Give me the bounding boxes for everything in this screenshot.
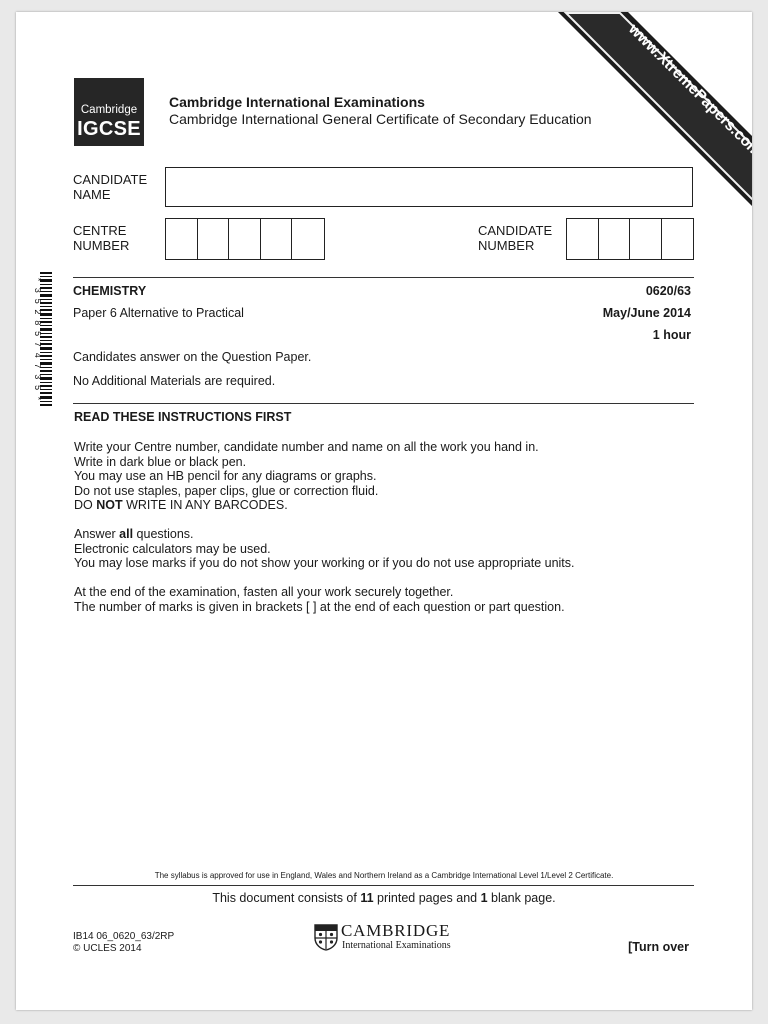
copyright: © UCLES 2014 [73,942,142,954]
candidate-number-cell[interactable] [662,219,693,259]
instruction-line: DO NOT WRITE IN ANY BARCODES. [74,498,288,513]
instruction-line: Write your Centre number, candidate number and name on all the work you hand in. [74,440,539,454]
logo-line-2: IGCSE [77,118,141,140]
instructions-paragraph-1 [74,440,539,513]
centre-number-cell[interactable] [166,219,198,259]
turn-over-note: [Turn over [628,940,689,954]
document-reference [73,931,174,954]
board-title: Cambridge International Examinations [169,94,425,110]
instruction-line: You may lose marks if you do not show your working or if you do not use appropriate units. [74,556,575,571]
candidate-name-label: CANDIDATE NAME [73,172,148,202]
instruction-line: At the end of the examination, fasten all your work securely together. [74,585,454,599]
instruction-line: Do not use staples, paper clips, glue or correction fluid. [74,483,379,498]
candidate-number-cell[interactable] [630,219,662,259]
exam-duration: 1 hour [652,328,691,342]
candidate-number-field[interactable] [566,218,694,260]
exam-session: May/June 2014 [602,306,691,320]
instruction-line: Answer all questions. [74,527,194,541]
instruction-line: Electronic calculators may be used. [74,541,271,556]
barcode [26,272,52,408]
exam-cover-page [16,12,765,1010]
igcse-logo [74,78,144,146]
centre-number-cell[interactable] [198,219,230,259]
centre-number-label: CENTRE NUMBER [73,223,130,253]
paper-title: Paper 6 Alternative to Practical [73,306,244,320]
instruction-line: Write in dark blue or black pen. [74,454,247,469]
candidate-number-cell[interactable] [599,219,631,259]
candidate-name-field[interactable] [165,167,693,207]
centre-number-field[interactable] [165,218,325,260]
reference-code: IB14 06_0620_63/2RP [73,931,175,942]
logo-line-1: Cambridge [80,104,138,116]
instruction-line: You may use an HB pencil for any diagrams or graphs. [74,469,377,484]
divider [73,885,694,886]
candidate-number-label: CANDIDATE NUMBER [478,223,553,253]
ribbon-text: www.XtremePapers.com [625,20,765,161]
instructions-paragraph-2 [74,527,575,571]
cambridge-wordmark: CAMBRIDGE [341,921,451,940]
answer-note: Candidates answer on the Question Paper. [73,350,312,364]
paper-code: 0620/63 [645,284,691,298]
instructions-heading: READ THESE INSTRUCTIONS FIRST [74,410,292,424]
instruction-line: The number of marks is given in brackets [ ] at the end of each question or part question. [74,599,565,614]
syllabus-note: The syllabus is approved for use in England, Wales and Northern Ireland as a Cambridge International Level 1/Level 2 Certificate. [154,871,614,880]
instructions-paragraph-3 [74,585,565,614]
subject-title: CHEMISTRY [73,284,147,298]
barcode-number: * 3 5 2 8 5 7 4 7 3 5 * [32,276,42,402]
page-count-note: This document consists of 11 printed pages and 1 blank page. [212,891,556,905]
centre-number-cell[interactable] [229,219,261,259]
centre-number-cell[interactable] [261,219,293,259]
centre-number-cell[interactable] [292,219,324,259]
cambridge-crest-icon [314,924,338,951]
divider [73,277,694,278]
materials-note: No Additional Materials are required. [73,374,276,388]
divider [73,403,694,404]
qualification-title: Cambridge International General Certificate of Secondary Education [169,111,592,127]
candidate-number-cell[interactable] [567,219,599,259]
cambridge-wordmark-sub: International Examinations [342,940,451,951]
